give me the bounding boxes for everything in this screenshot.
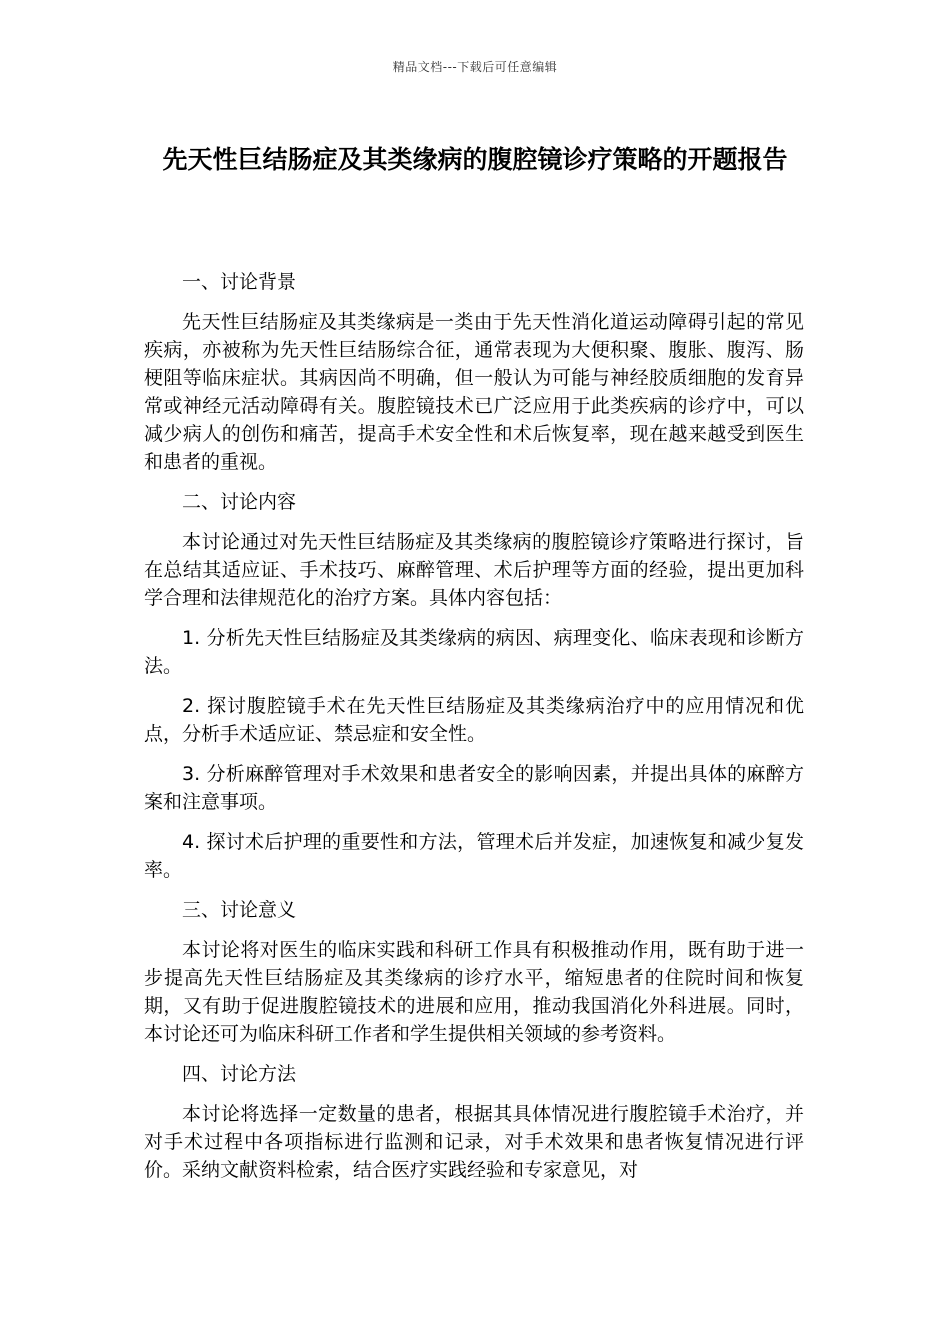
document-title: 先天性巨结肠症及其类缘病的腹腔镜诊疗策略的开题报告	[162, 145, 788, 174]
document-body	[144, 268, 804, 1196]
section-heading-method: 四、讨论方法	[182, 1063, 297, 1085]
paragraph-method: 本讨论将选择一定数量的患者，根据其具体情况进行腹腔镜手术治疗，并对手术过程中各项指标进行监测和记录，对手术效果和患者恢复情况进行评价。采纳文献资料检索，结合医疗实践经验和专家意见，对	[144, 1103, 804, 1181]
paragraph-content-intro: 本讨论通过对先天性巨结肠症及其类缘病的腹腔镜诊疗策略进行探讨，旨在总结其适应证、手术技巧、麻醉管理、术后护理等方面的经验，提出更加科学合理和法律规范化的治疗方案。具体内容包括：	[144, 531, 804, 609]
paragraph-significance: 本讨论将对医生的临床实践和科研工作具有积极推动作用，既有助于进一步提高先天性巨结肠症及其类缘病的诊疗水平，缩短患者的住院时间和恢复期，又有助于促进腹腔镜技术的进展和应用，推动我国消化外科进展。同时，本讨论还可为临床科研工作者和学生提供相关领域的参考资料。	[144, 939, 804, 1045]
page-header: 精品文档---下载后可任意编辑	[392, 60, 558, 74]
list-item-content-1: 1. 分析先天性巨结肠症及其类缘病的病因、病理变化、临床表现和诊断方法。	[144, 627, 804, 677]
list-item-content-4: 4. 探讨术后护理的重要性和方法，管理术后并发症，加速恢复和减少复发率。	[144, 831, 804, 881]
section-heading-content: 二、讨论内容	[182, 491, 297, 513]
section-heading-significance: 三、讨论意义	[182, 899, 297, 921]
section-heading-background: 一、讨论背景	[182, 271, 297, 293]
list-item-content-3: 3. 分析麻醉管理对手术效果和患者安全的影响因素，并提出具体的麻醉方案和注意事项。	[144, 763, 804, 813]
paragraph-background: 先天性巨结肠症及其类缘病是一类由于先天性消化道运动障碍引起的常见疾病，亦被称为先天性巨结肠综合征，通常表现为大便积聚、腹胀、腹泻、肠梗阻等临床症状。其病因尚不明确，但一般认为可能与神经胶质细胞的发育异常或神经元活动障碍有关。腹腔镜技术已广泛应用于此类疾病的诊疗中，可以减少病人的创伤和痛苦，提高手术安全性和术后恢复率，现在越来越受到医生和患者的重视。	[144, 311, 804, 473]
list-item-content-2: 2. 探讨腹腔镜手术在先天性巨结肠症及其类缘病治疗中的应用情况和优点，分析手术适应证、禁忌症和安全性。	[144, 695, 804, 745]
